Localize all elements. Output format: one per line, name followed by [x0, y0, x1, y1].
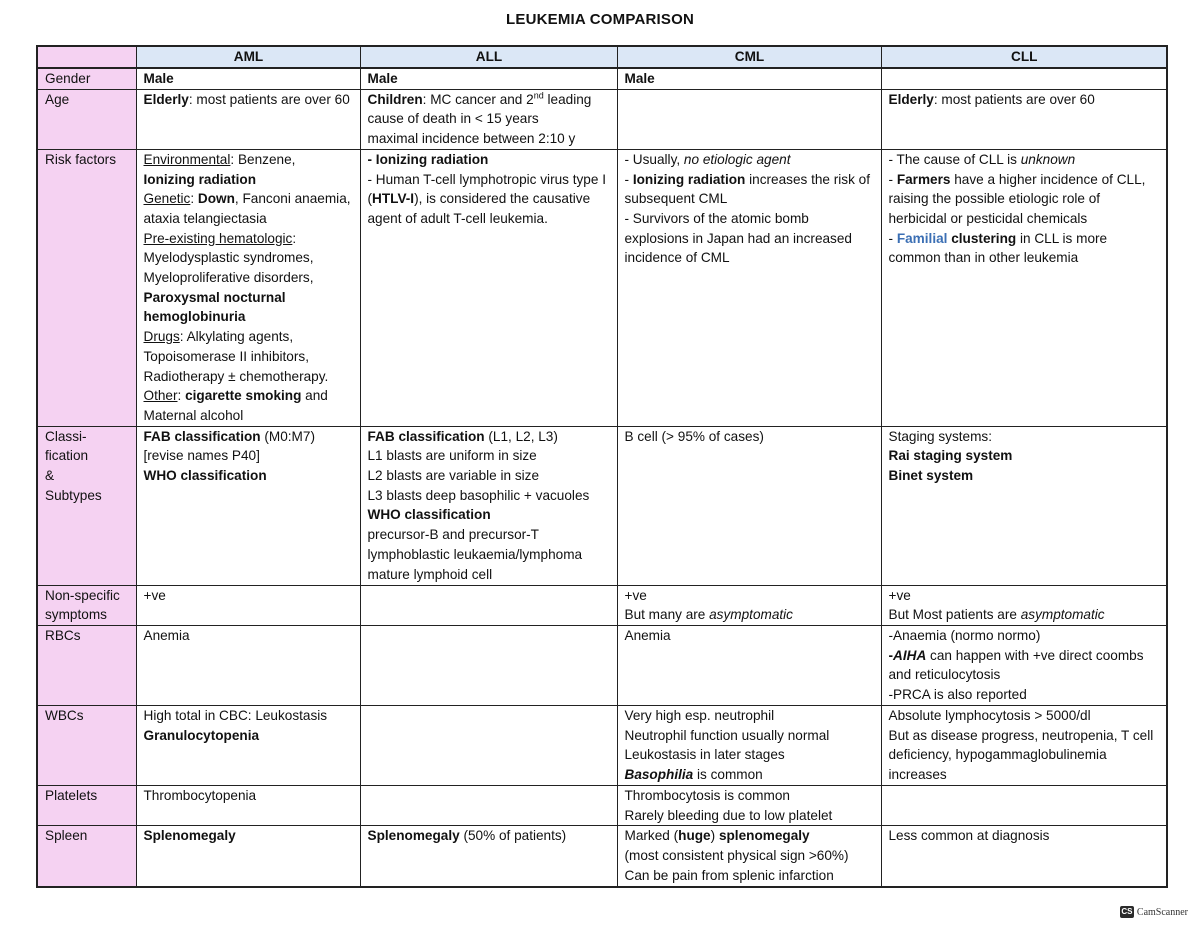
- age-text: : MC cancer and 2: [422, 91, 534, 107]
- wbc-text: High total in CBC: Leukostasis: [143, 708, 328, 724]
- class-text: L3 blasts deep basophilic + vacuoles: [367, 487, 590, 503]
- row-label-nonspecific-symptoms: Non-specific symptoms: [37, 585, 136, 625]
- cell-nonspecific-cll: [881, 585, 1167, 625]
- class-text: FAB classification: [143, 428, 261, 444]
- wbc-text: Absolute lymphocytosis > 5000/dl: [888, 708, 1091, 724]
- cell-age-cll: [881, 89, 1167, 149]
- risk-text: Myeloproliferative disorders,: [143, 270, 314, 286]
- risk-text: Paroxysmal nocturnal hemoglobinuria: [143, 289, 286, 325]
- cell-spleen-cll: Less common at diagnosis: [881, 826, 1167, 887]
- cell-nonspecific-aml: +ve: [136, 585, 360, 625]
- wbc-text: But as disease progress, neutropenia, T cell deficiency, hypogammaglobulinemia increases: [888, 727, 1154, 783]
- table-row-spleen: [37, 826, 1167, 887]
- class-text: L1 blasts are uniform in size: [367, 448, 537, 464]
- risk-text: unknown: [1020, 151, 1076, 167]
- age-text: maximal incidence between 2:10 y: [367, 131, 576, 147]
- age-text: : most patients are over 60: [188, 91, 350, 107]
- symptom-text: But many are: [624, 607, 710, 623]
- risk-text: : Alkylating agents, Topoisomerase II inhibitors, Radiotherapy ± chemotherapy.: [143, 329, 329, 384]
- risk-category: Drugs: [143, 329, 180, 345]
- risk-text: HTLV-I: [372, 191, 415, 207]
- wbc-text: Very high esp. neutrophil: [624, 708, 775, 724]
- cell-age-cml: [617, 89, 881, 149]
- class-text: Binet system: [888, 468, 974, 484]
- camscanner-logo-icon: CS: [1121, 907, 1133, 916]
- risk-category: Pre-existing hematologic: [143, 230, 293, 246]
- cell-gender-cml: Male: [617, 68, 881, 89]
- risk-text: ), is considered the causative agent of adult T-cell leukemia.: [367, 191, 591, 226]
- age-keyword: Elderly: [143, 91, 189, 107]
- cell-risk-aml: [136, 149, 360, 426]
- class-text: WHO classification: [143, 468, 267, 484]
- spleen-text: Splenomegaly: [367, 828, 460, 844]
- spleen-text: ): [710, 828, 719, 844]
- row-label-spleen: Spleen: [37, 826, 136, 887]
- header-row: [37, 46, 1167, 68]
- wbc-text: is common: [693, 767, 763, 783]
- class-text: (L1, L2, L3): [484, 428, 558, 444]
- class-text: WHO classification: [367, 507, 491, 523]
- platelet-text: Rarely bleeding due to low platelet: [624, 807, 833, 823]
- risk-text: Farmers: [896, 171, 951, 187]
- class-text: [revise names P40]: [143, 448, 260, 464]
- row-label-risk-factors: Risk factors: [37, 149, 136, 426]
- risk-text: , Fanconi anaemia, ataxia telangiectasia: [143, 191, 351, 226]
- risk-text: have a higher incidence of CLL, raising the possible etiologic role of herbicidal or pesticidal chemicals: [888, 171, 1146, 226]
- symptom-text: +ve: [888, 587, 911, 603]
- risk-category: Other: [143, 388, 178, 404]
- page-title: LEUKEMIA COMPARISON: [506, 11, 694, 28]
- cell-risk-cll: [881, 149, 1167, 426]
- cell-nonspecific-all: [360, 585, 617, 625]
- row-label-rbcs: RBCs: [37, 626, 136, 706]
- cell-age-aml: [136, 89, 360, 149]
- cell-spleen-cml: [617, 826, 881, 887]
- cell-spleen-all: [360, 826, 617, 887]
- cell-gender-all: Male: [360, 68, 617, 89]
- risk-text: Myelodysplastic syndromes,: [143, 250, 314, 266]
- cell-rbcs-aml: Anemia: [136, 626, 360, 706]
- cell-nonspecific-cml: [617, 585, 881, 625]
- wbc-text: Granulocytopenia: [143, 727, 260, 743]
- column-header-aml: AML: [136, 46, 360, 68]
- table-row-rbcs: [37, 626, 1167, 706]
- rbc-text: -PRCA is also reported: [888, 687, 1027, 703]
- risk-text: - The cause of CLL is: [888, 151, 1021, 167]
- cell-risk-cml: [617, 149, 881, 426]
- class-text: mature lymphoid cell: [367, 566, 493, 582]
- age-text: : most patients are over 60: [933, 91, 1095, 107]
- age-text: leading cause of death in < 15 years: [367, 91, 592, 127]
- cell-platelets-cll: [881, 786, 1167, 826]
- risk-text: - Survivors of the atomic bomb explosions in Japan had an increased incidence of CML: [624, 210, 852, 266]
- risk-text: in CLL is more common than in other leukemia: [888, 230, 1108, 266]
- cell-risk-all: [360, 149, 617, 426]
- rbc-text: -Anaemia (normo normo): [888, 628, 1041, 644]
- rbc-text: can happen with +ve direct coombs and reticulocytosis: [888, 647, 1144, 683]
- cell-gender-cll: [881, 68, 1167, 89]
- symptom-text: asymptomatic: [709, 607, 793, 623]
- class-text: precursor-B and precursor-T lymphoblastic leukaemia/lymphoma: [367, 527, 583, 562]
- risk-text: :: [190, 191, 198, 207]
- symptom-text: +ve: [624, 587, 647, 603]
- column-header-cml: CML: [617, 46, 881, 68]
- table-row-wbcs: [37, 706, 1167, 786]
- row-label-classification: Classi- fication & Subtypes: [37, 426, 136, 585]
- row-label-age: Age: [37, 89, 136, 149]
- wbc-text: Leukostasis in later stages: [624, 747, 785, 763]
- risk-text: :: [292, 230, 297, 246]
- class-text: L2 blasts are variable in size: [367, 468, 540, 484]
- spleen-text: (most consistent physical sign >60%): [624, 848, 849, 864]
- risk-text: Ionizing radiation: [632, 171, 746, 187]
- cell-rbcs-all: [360, 626, 617, 706]
- risk-text: no etiologic agent: [683, 151, 791, 167]
- cell-class-cml: B cell (> 95% of cases): [617, 426, 881, 585]
- row-label-gender: Gender: [37, 68, 136, 89]
- cell-wbcs-aml: [136, 706, 360, 786]
- camscanner-text: CamScanner: [1136, 906, 1188, 918]
- wbc-text: Basophilia: [624, 767, 694, 783]
- cell-class-cll: [881, 426, 1167, 585]
- cell-platelets-all: [360, 786, 617, 826]
- row-label-wbcs: WBCs: [37, 706, 136, 786]
- class-text: Staging systems:: [888, 428, 993, 444]
- age-keyword: Elderly: [888, 91, 934, 107]
- comparison-table: [36, 45, 1168, 888]
- table-row-classification: [37, 426, 1167, 585]
- risk-text: increases the risk of subsequent CML: [624, 171, 871, 207]
- risk-text: -: [888, 171, 897, 187]
- risk-text: : Benzene,: [230, 151, 296, 167]
- class-text: (M0:M7): [260, 428, 315, 444]
- cell-platelets-aml: Thrombocytopenia: [136, 786, 360, 826]
- column-header-all: ALL: [360, 46, 617, 68]
- risk-category: Environmental: [143, 151, 231, 167]
- cell-wbcs-cll: [881, 706, 1167, 786]
- spleen-text: (50% of patients): [459, 828, 567, 844]
- class-text: FAB classification: [367, 428, 485, 444]
- risk-text: Ionizing radiation: [143, 171, 257, 187]
- symptom-text: But Most patients are: [888, 607, 1021, 623]
- cell-wbcs-all: [360, 706, 617, 786]
- cell-class-all: [360, 426, 617, 585]
- risk-text: clustering: [951, 230, 1017, 246]
- risk-text: -: [624, 171, 633, 187]
- cell-rbcs-cml: Anemia: [617, 626, 881, 706]
- corner-cell: [37, 46, 136, 68]
- risk-category: Genetic: [143, 191, 191, 207]
- age-keyword: Children: [367, 91, 423, 107]
- risk-text: -: [888, 230, 897, 246]
- risk-text: :: [177, 388, 186, 404]
- table-row-gender: [37, 68, 1167, 89]
- spleen-text: huge: [678, 828, 711, 844]
- spleen-text: Marked (: [624, 828, 679, 844]
- cell-age-all: [360, 89, 617, 149]
- cell-spleen-aml: Splenomegaly: [136, 826, 360, 887]
- table-row-risk-factors: [37, 149, 1167, 426]
- cell-rbcs-cll: [881, 626, 1167, 706]
- ordinal-superscript: nd: [533, 90, 544, 101]
- spleen-text: Can be pain from splenic infarction: [624, 867, 834, 883]
- table-row-age: [37, 89, 1167, 149]
- rbc-text: -: [888, 647, 894, 663]
- symptom-text: asymptomatic: [1020, 607, 1105, 623]
- risk-text: Down: [197, 191, 235, 207]
- risk-text: cigarette smoking: [185, 388, 302, 404]
- table-row-nonspecific-symptoms: [37, 585, 1167, 625]
- cell-platelets-cml: [617, 786, 881, 826]
- wbc-text: Neutrophil function usually normal: [624, 727, 830, 743]
- cell-gender-aml: Male: [136, 68, 360, 89]
- risk-text: - Ionizing radiation: [367, 151, 489, 167]
- rbc-text: AIHA: [893, 647, 927, 663]
- row-label-platelets: Platelets: [37, 786, 136, 826]
- table-row-platelets: [37, 786, 1167, 826]
- risk-text: and Maternal alcohol: [143, 388, 328, 423]
- class-text: Rai staging system: [888, 448, 1013, 464]
- risk-text: Familial: [896, 230, 948, 246]
- cell-wbcs-cml: [617, 706, 881, 786]
- risk-text: - Human T-cell lymphotropic virus type I (: [367, 171, 606, 207]
- camscanner-watermark: [1120, 906, 1188, 918]
- spleen-text: splenomegaly: [718, 828, 810, 844]
- risk-text: - Usually,: [624, 151, 684, 167]
- column-header-cll: CLL: [881, 46, 1167, 68]
- platelet-text: Thrombocytosis is common: [624, 788, 790, 804]
- cell-class-aml: [136, 426, 360, 585]
